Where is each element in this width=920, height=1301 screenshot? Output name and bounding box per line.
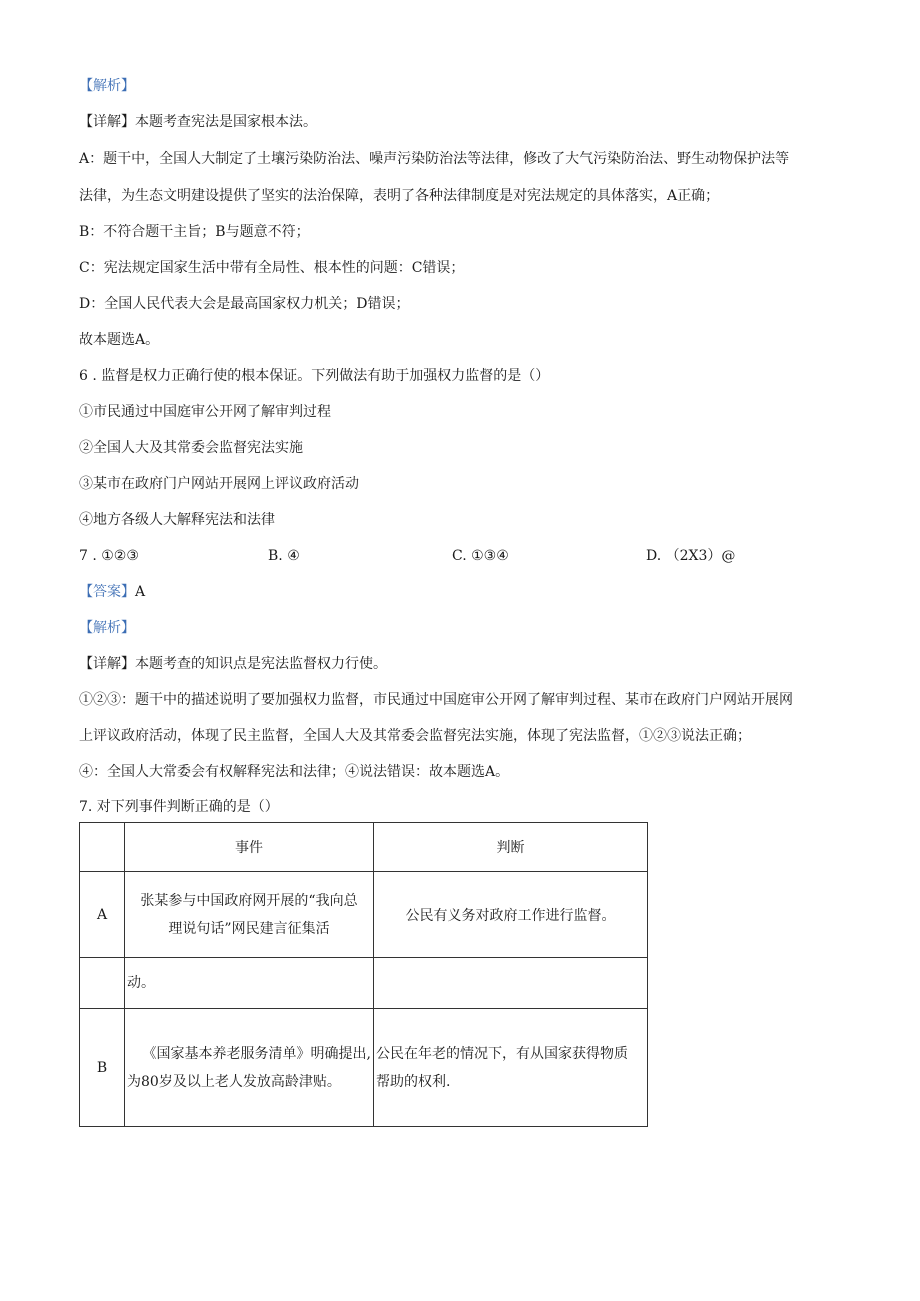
q6-analysis-tag: 【解析】 — [79, 620, 135, 636]
q5-option-a-line1: A：题干中，全国人大制定了土壤污染防治法、噪声污染防治法等法律，修改了大气污染防治法、野生动物保护法等 — [79, 151, 790, 167]
q5-detail: 【详解】本题考查宪法是国家根本法。 — [79, 114, 317, 130]
q5-option-d: D：全国人民代表大会是最高国家权力机关；D错误； — [79, 296, 410, 312]
table-header-empty — [80, 823, 125, 872]
table-row-a-label: A — [80, 872, 125, 958]
q5-option-a-line2: 法律，为生态文明建设提供了坚实的法治保障，表明了各种法律制度是对宪法规定的具体落实，A正确； — [79, 188, 720, 204]
table-row-a-cont-judge — [374, 958, 648, 1009]
table-header-row — [80, 823, 648, 872]
q6-item-2: ②全国人大及其常委会监督宪法实施 — [79, 440, 303, 456]
table-header-event: 事件 — [125, 823, 374, 872]
table-row-a-judge: 公民有义务对政府工作进行监督。 — [374, 872, 648, 958]
table-row-a-cont-text: 动。 — [127, 975, 155, 991]
table-row-a-cont-label — [80, 958, 125, 1009]
table-header-judge: 判断 — [374, 823, 648, 872]
table-row-a-event-line2: 理说句话”网民建言征集活 — [168, 920, 330, 937]
table-row-b — [80, 1009, 648, 1127]
q5-analysis-tag: 【解析】 — [79, 78, 135, 94]
q6-choice-d: D. （2X3）@ — [646, 548, 736, 564]
table-row-b-event-line1: 《国家基本养老服务清单》明确提出, — [142, 1045, 371, 1062]
q6-detail: 【详解】本题考查的知识点是宪法监督权力行使。 — [79, 656, 387, 672]
q6-item-4: ④地方各级人大解释宪法和法律 — [79, 512, 275, 528]
table-row-a-event — [125, 872, 374, 958]
q6-explanation-2: ④：全国人大常委会有权解释宪法和法律；④说法错误：故本题选A。 — [79, 764, 510, 780]
q6-explanation-1-line2: 上评议政府活动，体现了民主监督，全国人大及其常委会监督宪法实施，体现了宪法监督，①②③说法正确； — [79, 728, 751, 744]
q7-stem: 7. 对下列事件判断正确的是（） — [79, 799, 279, 815]
q7-table — [79, 822, 648, 1127]
table-row-b-judge-line2: 帮助的权利. — [376, 1073, 451, 1090]
q6-answer-value: A — [135, 584, 146, 600]
q5-option-c: C：宪法规定国家生活中带有全局性、根本性的问题：C错误； — [79, 260, 465, 276]
table-row-a-cont-event — [125, 958, 374, 1009]
table-row-b-event-line2: 为80岁及以上老人发放高龄津贴。 — [127, 1073, 341, 1090]
q6-stem: 6 . 监督是权力正确行使的根本保证。下列做法有助于加强权力监督的是（） — [79, 368, 550, 384]
table-row-a-event-line1: 张某参与中国政府网开展的“我向总 — [140, 892, 358, 909]
q6-answer-tag: 【答案】 — [79, 584, 135, 600]
table-row-a — [80, 872, 648, 958]
table-row-b-judge-line1: 公民在年老的情况下，有从国家获得物质 — [376, 1045, 628, 1062]
q6-explanation-1-line1: ①②③：题干中的描述说明了要加强权力监督，市民通过中国庭审公开网了解审判过程、某市在政府门户网站开展网 — [79, 692, 793, 708]
q6-choice-b: B. ④ — [268, 548, 300, 564]
q6-choice-a: 7 . ①②③ — [79, 548, 139, 564]
table-row-a-continued — [80, 958, 648, 1009]
table-row-b-label: B — [80, 1009, 125, 1127]
q6-item-1: ①市民通过中国庭审公开网了解审判过程 — [79, 404, 331, 420]
q6-answer — [79, 582, 145, 602]
q6-choice-c: C. ①③④ — [452, 548, 509, 564]
table-row-b-event — [125, 1009, 374, 1127]
q5-conclusion: 故本题选A。 — [79, 332, 160, 348]
table-row-b-judge — [374, 1009, 648, 1127]
q5-option-b: B：不符合题干主旨；B与题意不符； — [79, 224, 310, 240]
q6-item-3: ③某市在政府门户网站开展网上评议政府活动 — [79, 476, 359, 492]
